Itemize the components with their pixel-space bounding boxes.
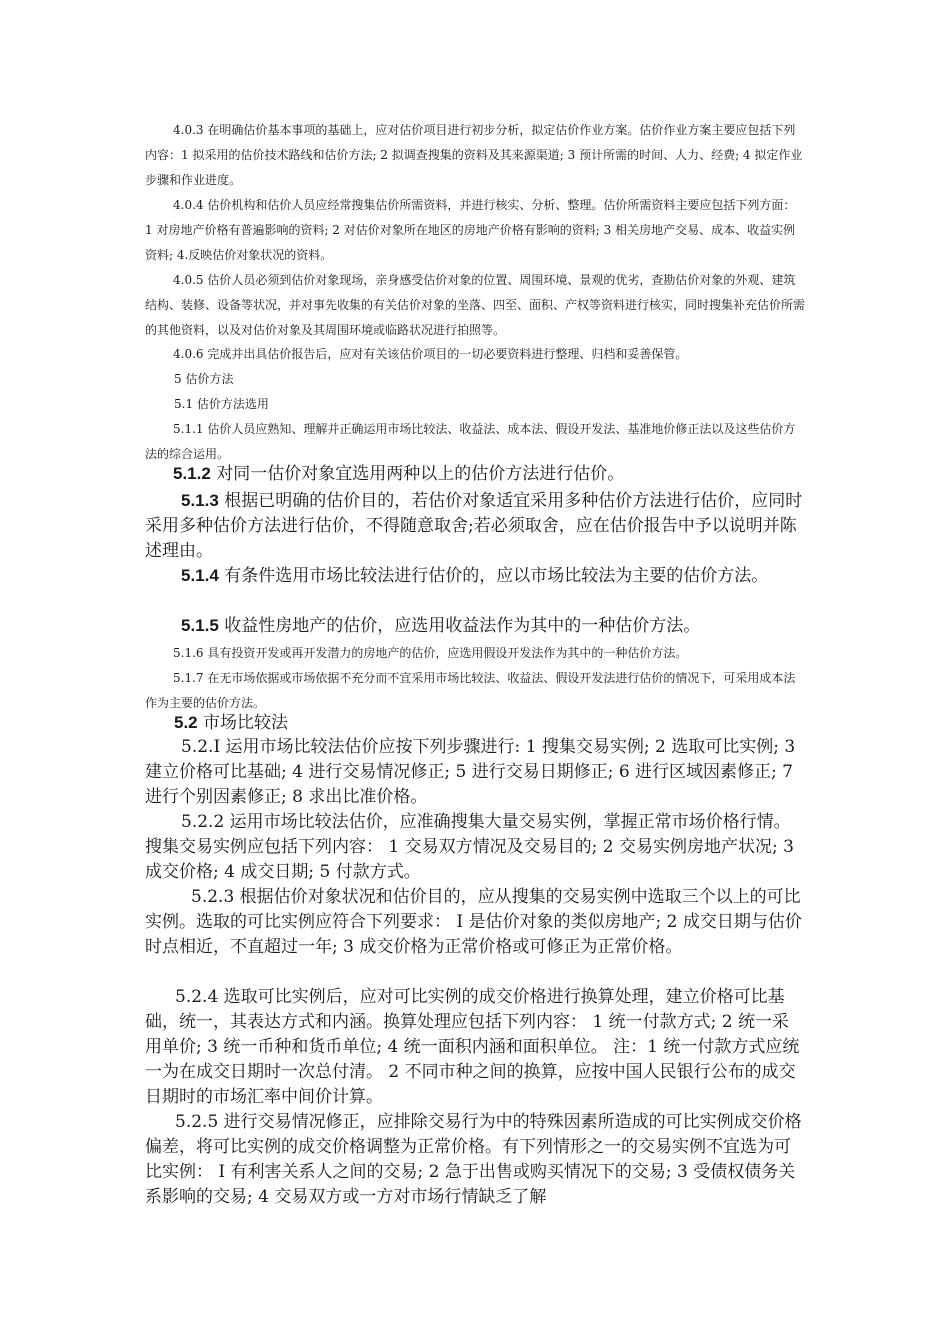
clause-text: 有条件选用市场比较法进行估价的，应以市场比较法为主要的估价方法。	[218, 566, 769, 586]
clause-text: 根据已明确的估价目的，若估价对象适宜采用多种估价方法进行估价，应同时采用多种估价方法进行估价，不得随意取舍;若必须取舍，应在估价报告中予以说明并陈述理由。	[145, 491, 803, 561]
paragraph-5-1-4	[145, 563, 805, 589]
paragraph-5-2-4: 5.2.4 选取可比实例后，应对可比实例的成交价格进行换算处理，建立价格可比基础，统一，其表达方式和内涵。换算处理应包括下列内容： 1 统一付款方式; 2 统一采用单价; 3 统一币种和货币单位; 4 统一面积内涵和面积单位。 注：1 统一付款方式应统一为在成交日期时一次总付清。 2 不同市种之间的换算，应按中国人民银行公布的成交日期时的市场汇率中间价计算。	[145, 987, 800, 1107]
paragraph-4-0-6: 4.0.6 完成并出具估价报告后，应对有关该估价项目的一切必要资料进行整理、归档和妥善保管。	[173, 347, 688, 361]
section-heading-5-2	[174, 710, 288, 736]
clause-number: 5.1.2	[173, 464, 211, 483]
heading-text: 市场比较法	[197, 713, 289, 733]
paragraph-4-0-3: 4.0.3 在明确估价基本事项的基础上，应对估价项目进行初步分析，拟定估价作业方案。估价作业方案主要应包括下列内容：1 拟采用的估价技术路线和估价方法; 2 拟调查搜集的资料及其来源渠道; 3 预计所需的时间、人力、经费; 4 拟定作业步骤和作业进度。	[145, 123, 803, 187]
paragraph-4-0-5: 4.0.5 估价人员必须到估价对象现场，亲身感受估价对象的位置、周围环境、景观的优劣，查勘估价对象的外观、建筑结构、装修、设备等状况，并对事先收集的有关估价对象的坐落、四至、面积、产权等资料进行核实，同时搜集补充估价所需的其他资料，以及对估价对象及其周围环境或临路状况进行拍照等。	[145, 273, 806, 337]
clause-number: 5.1.5	[181, 616, 219, 635]
paragraph-5-2-2: 5.2.2 运用市场比较法估价，应准确搜集大量交易实例，掌握正常市场价格行情。搜集交易实例应包括下列内容： 1 交易双方情况及交易目的; 2 交易实例房地产状况; 3 成交价格; 4 成交日期; 5 付款方式。	[145, 812, 794, 882]
paragraph-4-0-4: 4.0.4 估价机构和估价人员应经常搜集估价所需资料，并进行核实、分析、整理。估价所需资料主要应包括下列方面： 1 对房地产价格有普遍影响的资料; 2 对估价对象所在地区的房地产价格有影响的资料; 3 相关房地产交易、成本、收益实例资料; 4.反映估价对象状况的资料。	[145, 198, 796, 262]
paragraph-5-1-7: 5.1.7 在无市场依据或市场依据不充分而不宜采用市场比较法、收益法、假设开发法进行估价的情况下，可采用成本法作为主要的估价方法。	[145, 671, 796, 710]
clause-number: 5.1.3	[181, 491, 219, 510]
paragraph-5-2-5: 5.2.5 进行交易情况修正，应排除交易行为中的特殊因素所造成的可比实例成交价格偏差，将可比实例的成交价格调整为正常价格。有下列情形之一的交易实例不宜选为可比实例： I 有利害关系人之间的交易; 2 急于出售或购买情况下的交易; 3 受债权债务关系影响的交易; 4 交易双方或一方对市场行情缺乏了解	[145, 1112, 802, 1207]
clause-text: 对同一估价对象宜选用两种以上的估价方法进行估价。	[210, 464, 625, 484]
heading-number: 5.2	[174, 713, 198, 732]
paragraph-5-2-1: 5.2.I 运用市场比较法估价应按下列步骤进行: 1 搜集交易实例; 2 选取可比实例; 3 建立价格可比基础; 4 进行交易情况修正; 5 进行交易日期修正; 6 进行区域因素修正; 7 进行个别因素修正; 8 求出比准价格。	[145, 737, 796, 807]
paragraph-5-1-6: 5.1.6 具有投资开发或再开发潜力的房地产的估价，应选用假设开发法作为其中的一种估价方法。	[173, 646, 688, 660]
paragraph-5-1-5	[145, 613, 805, 639]
clause-number: 5.1.4	[181, 566, 219, 585]
clause-text: 收益性房地产的估价，应选用收益法作为其中的一种估价方法。	[218, 616, 701, 636]
paragraph-5-1-3	[145, 488, 805, 564]
paragraph-5-1-1: 5.1.1 估价人员应熟知、理解并正确运用市场比较法、收益法、成本法、假设开发法、基准地价修正法以及这些估价方法的综合运用。	[145, 422, 796, 461]
paragraph-5-1-2	[145, 461, 805, 487]
section-heading-5-1: 5.1 估价方法选用	[174, 397, 269, 411]
paragraph-5-2-3: 5.2.3 根据估价对象状况和估价目的，应从搜集的交易实例中选取三个以上的可比实例。选取的可比实例应符合下列要求： I 是估价对象的类似房地产; 2 成交日期与估价时点相近，不直超过一年; 3 成交价格为正常价格或可修正为正常价格。	[145, 887, 802, 957]
section-heading-5: 5 估价方法	[174, 372, 234, 386]
